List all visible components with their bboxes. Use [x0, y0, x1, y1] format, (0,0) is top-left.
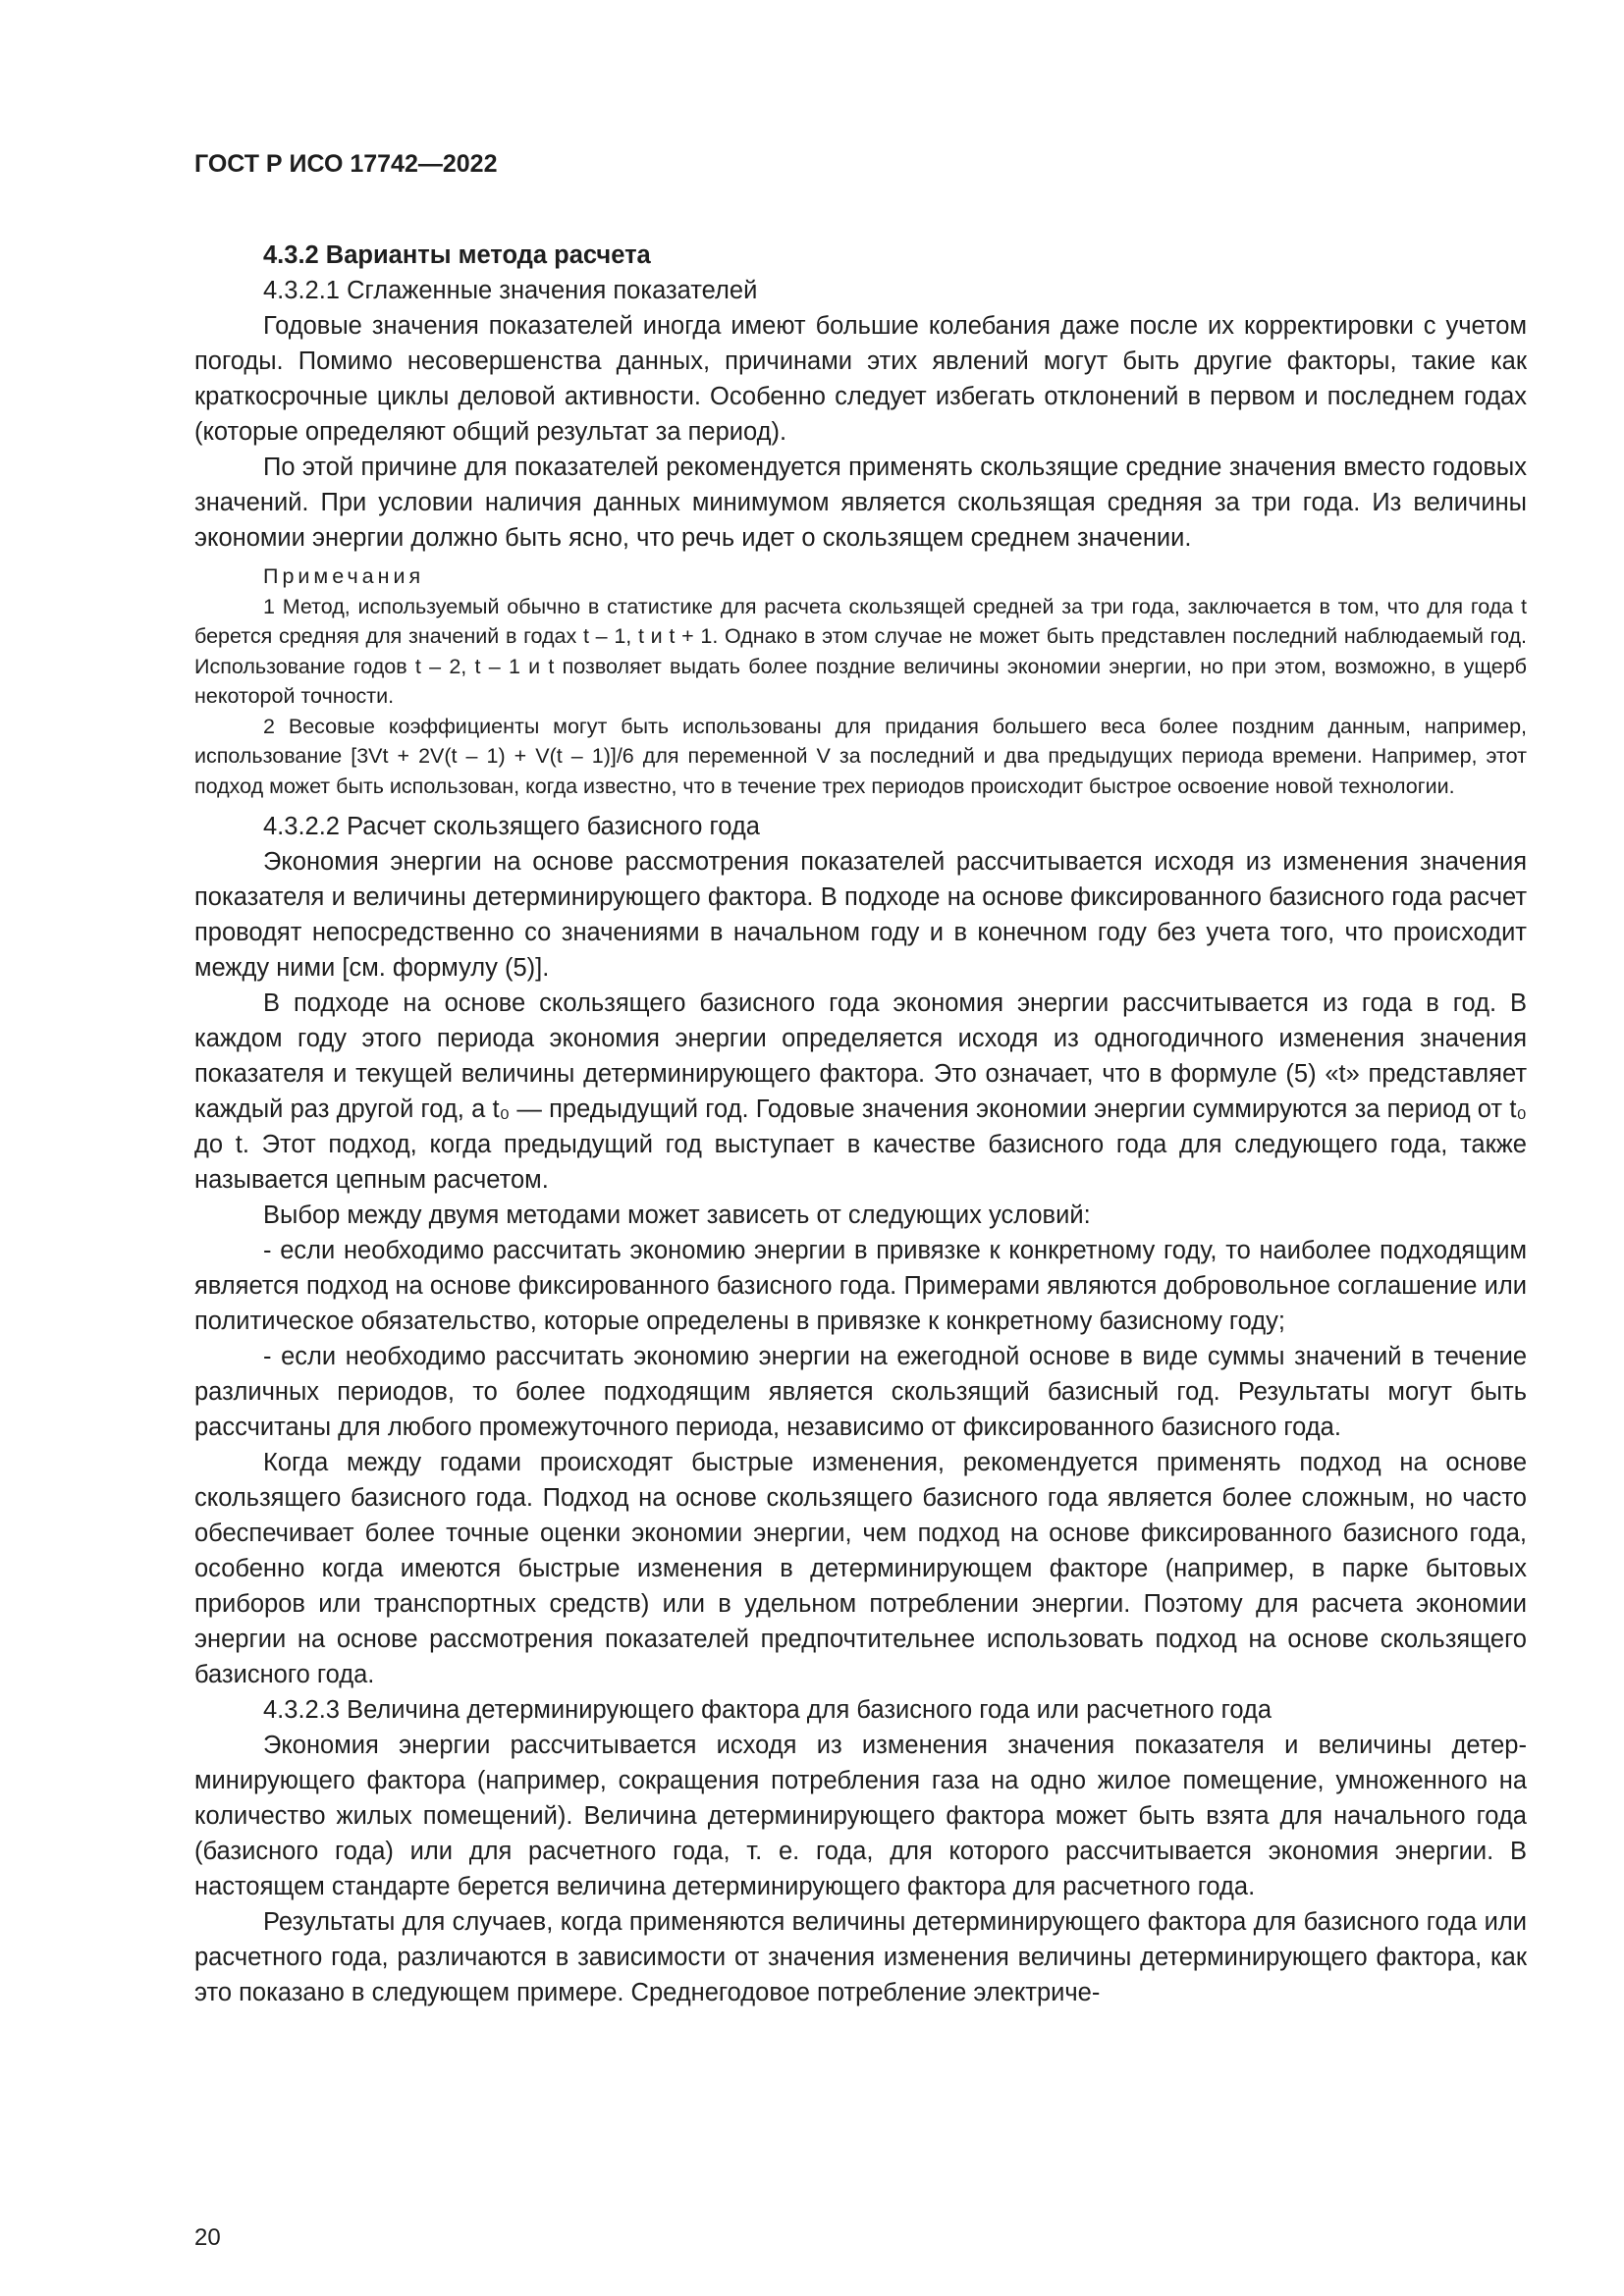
- subsection-4322-title: 4.3.2.2 Расчет скользящего базисного года: [263, 813, 760, 840]
- note-2: 2 Весовые коэффициенты могут быть использованы для придания большего веса более поздним данным, например, использование [3Vt + 2V(t – 1) + V(t – 1)]/6 для переменной V за последний и два предыдущих периода времени. Например, этот подход может быть использован, когда известно, что в течение трех периодов происходит быстрое освоение новой технологии.: [194, 714, 1527, 798]
- paragraph-3: Экономия энергии на основе рассмотрения показателей рассчитывается исходя из изменения значения показателя и величины детерминирующего фактора. В подходе на основе фиксированного базисного года расчет проводят непосредственно со значениями в начальном году и в конечном году без учета того, что происходит между ними [см. формулу (5)].: [194, 848, 1527, 982]
- paragraph-2: По этой причине для показателей рекомендуется применять скользящие средние значения вместо годовых значений. При условии наличия данных минимумом является скользящая средняя за три года. Из величины экономии энергии должно быть ясно, что речь идет о скользящем среднем значении.: [194, 454, 1527, 552]
- notes-heading: Примечания: [263, 564, 425, 588]
- paragraph-6-list-item: - если необходимо рассчитать экономию энергии в привязке к конкретному году, то наиболее подходящим является подход на основе фиксированного базисного года. Примерами являются добровольное соглашение или политическое обязательство, которые определены в привязке к конкретному базисному году;: [194, 1237, 1527, 1335]
- paragraph-10: Результаты для случаев, когда применяются величины детерминирующего фактора для базисного года или расчетного года, различаются в зависимости от значения изменения величины детерминирующего фактора, как это показано в следующем примере. Среднегодовое потребление электриче-: [194, 1908, 1527, 2006]
- subsection-4321-title: 4.3.2.1 Сглаженные значения показателей: [263, 277, 758, 304]
- subsection-4323-title: 4.3.2.3 Величина детерминирующего фактора для базисного года или расчетного года: [263, 1696, 1272, 1724]
- main-content: [194, 238, 1527, 2010]
- paragraph-8: Когда между годами происходят быстрые изменения, рекомендуется применять подход на основе скользящего базисного года. Подход на основе скользящего базисного года является более сложным, но часто обеспечивает более точные оценки экономии энергии, чем подход на основе фиксированного базисного года, особенно когда имеются быстрые изменения в детерминирующем факторе (например, в парке бытовых приборов или транспортных средств) или в удельном потреблении энергии. Поэтому для расчета экономии энергии на основе рассмотрения показателей предпочтительнее использовать подход на основе скользящего базисного года.: [194, 1449, 1527, 1688]
- section-title: 4.3.2 Варианты метода расчета: [263, 241, 651, 269]
- paragraph-4: В подходе на основе скользящего базисного года экономия энергии рассчитывается из года в год. В каждом году этого периода экономия энергии определяется исходя из одногодичного изменения значения показателя и текущей величины детерминирующего фактора. Это означает, что в формуле (5) «t» представляет каждый раз другой год, а t₀ — предыдущий год. Годовые значения экономии энергии суммируются за период от t₀ до t. Этот подход, когда предыдущий год выступает в качестве базисного года для следующего года, также называется цепным расчетом.: [194, 989, 1527, 1194]
- note-1: 1 Метод, используемый обычно в статистике для расчета скользящей средней за три года, заключается в том, что для года t берется средняя для значений в годах t – 1, t и t + 1. Однако в этом случае не может быть представлен последний наблюдаемый год. Использование годов t – 2, t – 1 и t позволяет выдать более поздние величины экономии энергии, но при этом, возможно, в ущерб некоторой точности.: [194, 594, 1527, 708]
- paragraph-9: Экономия энергии рассчитывается исходя из изменения значения показателя и величины детерминирующего фактора (например, сокращения потребления газа на одно жилое помещение, умноженного на количество жилых помещений). Величина детерминирующего фактора может быть взята для начального года (базисного года) или для расчетного года, т. е. года, для которого рассчитывается экономия энергии. В настоящем стандарте берется величина детерминирующего фактора для расчетного года.: [194, 1732, 1527, 1900]
- page-number: 20: [194, 2224, 221, 2251]
- paragraph-5: Выбор между двумя методами может зависеть от следующих условий:: [263, 1201, 1091, 1229]
- paragraph-7-list-item: - если необходимо рассчитать экономию энергии на ежегодной основе в виде суммы значений в течение различных периодов, то более подходящим является скользящий базисный год. Результаты могут быть рассчитаны для любого промежуточного периода, независимо от фиксированного базисного года.: [194, 1343, 1527, 1441]
- document-header: ГОСТ Р ИСО 17742—2022: [194, 150, 498, 178]
- notes-block: [194, 561, 1527, 801]
- paragraph-1: Годовые значения показателей иногда имеют большие колебания даже после их корректировки с учетом погоды. Помимо несовершенства данных, причинами этих явлений могут быть другие факторы, такие как краткосрочные циклы деловой активности. Особенно следует избегать отклонений в первом и последнем годах (которые определяют общий результат за период).: [194, 312, 1527, 446]
